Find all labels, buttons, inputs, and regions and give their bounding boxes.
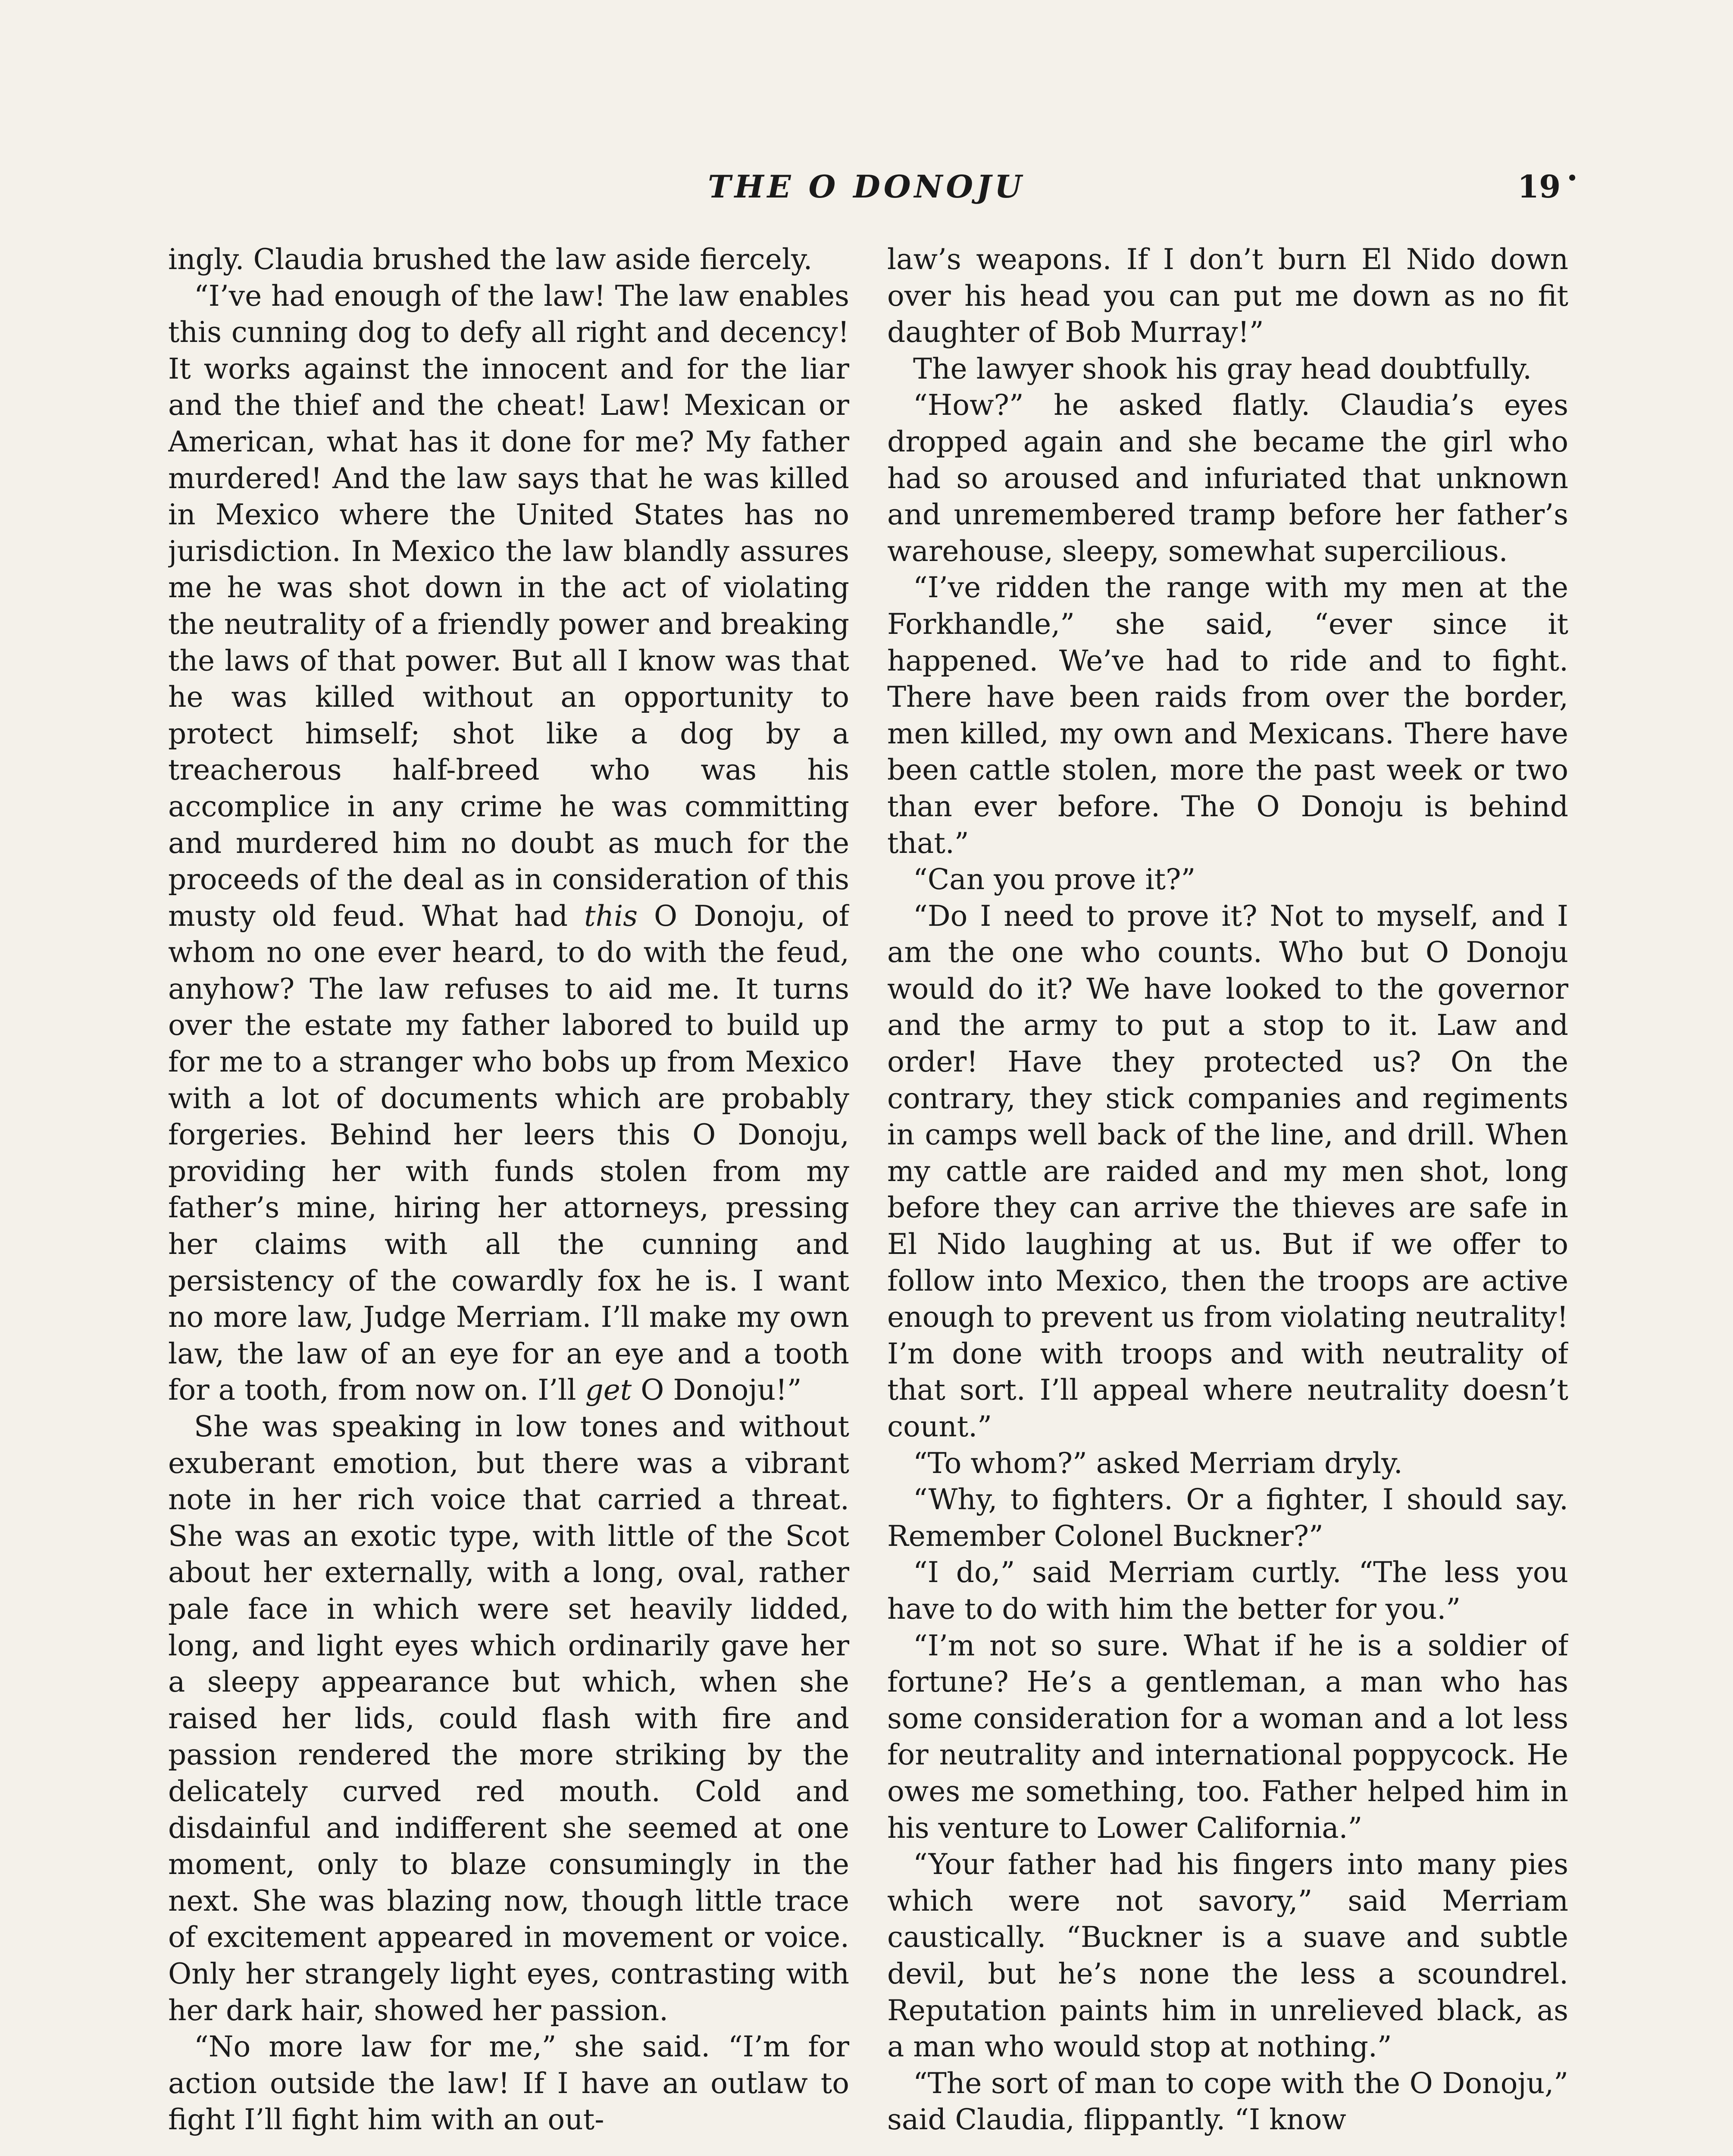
paragraph-text: “I’ve had enough of the law! The law enables this cunning dog to defy all right and decency! It works against the innocent and for the liar and the thief and the cheat! Law! Mexican or American, what has it done for me? My father murdered! And the law says that he was killed in Mexico where the United States has no jurisdiction. In Mexico the law blandly assures me he was shot down in the act of violating the neutrality of a friendly power and breaking the laws of that power. But all I know was that he was killed without an opportunity to protect himself; shot like a dog by a treacherous half-breed who was his accomplice in any crime he was committing and murdered him no doubt as much for the proceeds of the deal as in consideration of this musty old feud. What had xyxy=(168,279,849,933)
right-column xyxy=(887,241,1568,2156)
paragraph: “How?” he asked flatly. Claudia’s eyes dropped again and she became the girl who had so aroused and infuriated that unknown and unremembered tramp before her father’s warehouse, sleepy, somewhat supercilious. xyxy=(887,389,1568,568)
paragraph-text: O Donoju, of whom no one ever heard, to do with the feud, anyhow? The law refuses to aid me. It turns over the estate my father labored to build up for me to a stranger who bobs up from Mexico with a lot of documents which are probably forgeries. Behind her leers this O Donoju, providing her with funds stolen from my father’s mine, hiring her attorneys, pressing her claims with all the cunning and persistency of the cowardly fox he is. I want no more law, Judge Merriam. I’ll make my own law, the law of an eye for an eye and a tooth for a tooth, from now on. I’ll xyxy=(168,899,849,1407)
paragraph: The lawyer shook his gray head doubtfully. xyxy=(913,352,1532,385)
paragraph: ingly. Claudia brushed the law aside fiercely. xyxy=(168,243,813,276)
paragraph: “To whom?” asked Merriam dryly. xyxy=(913,1446,1403,1480)
emphasis: get xyxy=(585,1373,632,1407)
paragraph: “The sort of man to cope with the O Donoju,” said Claudia, flippantly. “I know xyxy=(887,2066,1568,2137)
paragraph: She was speaking in low tones and without exuberant emotion, but there was a vibrant note in her rich voice that carried a threat. She was an exotic type, with little of the Scot about her externally, with a long, oval, rather pale face in which were set heavily lidded, long, and light eyes which ordinarily gave her a sleepy appearance but which, when she raised her lids, could flash with fire and passion rendered the more striking by the delicately curved red mouth. Cold and disdainful and indifferent she seemed at one moment, only to blaze consumingly in the next. She was blazing now, though little trace of excitement appeared in movement or voice. Only her strangely light eyes, contrasting with her dark hair, showed her passion. xyxy=(168,1410,849,2027)
paragraph: “Your father had his fingers into many pies which were not savory,” said Merriam caustically. “Buckner is a suave and subtle devil, but he’s none the less a scoundrel. Reputation paints him in unrelieved black, as a man who would stop at nothing.” xyxy=(887,1848,1568,2064)
paragraph: “I’ve ridden the range with my men at the Forkhandle,” she said, “ever since it happened. We’ve had to ride and to fight. There have been raids from over the border, men killed, my own and Mexicans. There have been cattle stolen, more the past week or two than ever before. The O Donoju is behind that.” xyxy=(887,571,1568,860)
paragraph: “Can you prove it?” xyxy=(913,863,1196,896)
paragraph: “No more law for me,” she said. “I’m for action outside the law! If I have an outlaw to fight I’ll fight him with an out- xyxy=(168,2030,849,2137)
page-number xyxy=(1517,168,1578,205)
page-mark: • xyxy=(1567,168,1578,188)
paragraph: “Do I need to prove it? Not to myself, and I am the one who counts. Who but O Donoju would do it? We have looked to the governor and the army to put a stop to it. Law and order! Have they protected us? On the contrary, they stick companies and regiments in camps well back of the line, and drill. When my cattle are raided and my men shot, long before they can arrive the thieves are safe in El Nido laughing at us. But if we offer to follow into Mexico, then the troops are active enough to prevent us from violating neutrality! I’m done with troops and with neutrality of that sort. I’ll appeal where neutrality doesn’t count.” xyxy=(887,899,1568,1443)
left-column xyxy=(168,241,849,2156)
paragraph: “I’m not so sure. What if he is a soldier of fortune? He’s a gentleman, a man who has some consideration for a woman and a lot less for neutrality and international poppycock. He owes me something, too. Father helped him in his venture to Lower California.” xyxy=(887,1629,1568,1845)
paragraph: “Why, to fighters. Or a fighter, I should say. Remember Colonel Buckner?” xyxy=(887,1483,1568,1553)
page-number-value: 19 xyxy=(1517,168,1561,205)
paragraph-text: O Donoju!” xyxy=(641,1373,802,1407)
paragraph xyxy=(168,278,849,1409)
emphasis: this xyxy=(584,899,638,933)
paragraph: “I do,” said Merriam curtly. “The less you have to do with him the better for you.” xyxy=(887,1556,1568,1626)
running-title: THE O DONOJU xyxy=(708,168,1025,205)
paragraph: law’s weapons. If I don’t burn El Nido down over his head you can put me down as no fit daughter of Bob Murray!” xyxy=(887,243,1568,349)
